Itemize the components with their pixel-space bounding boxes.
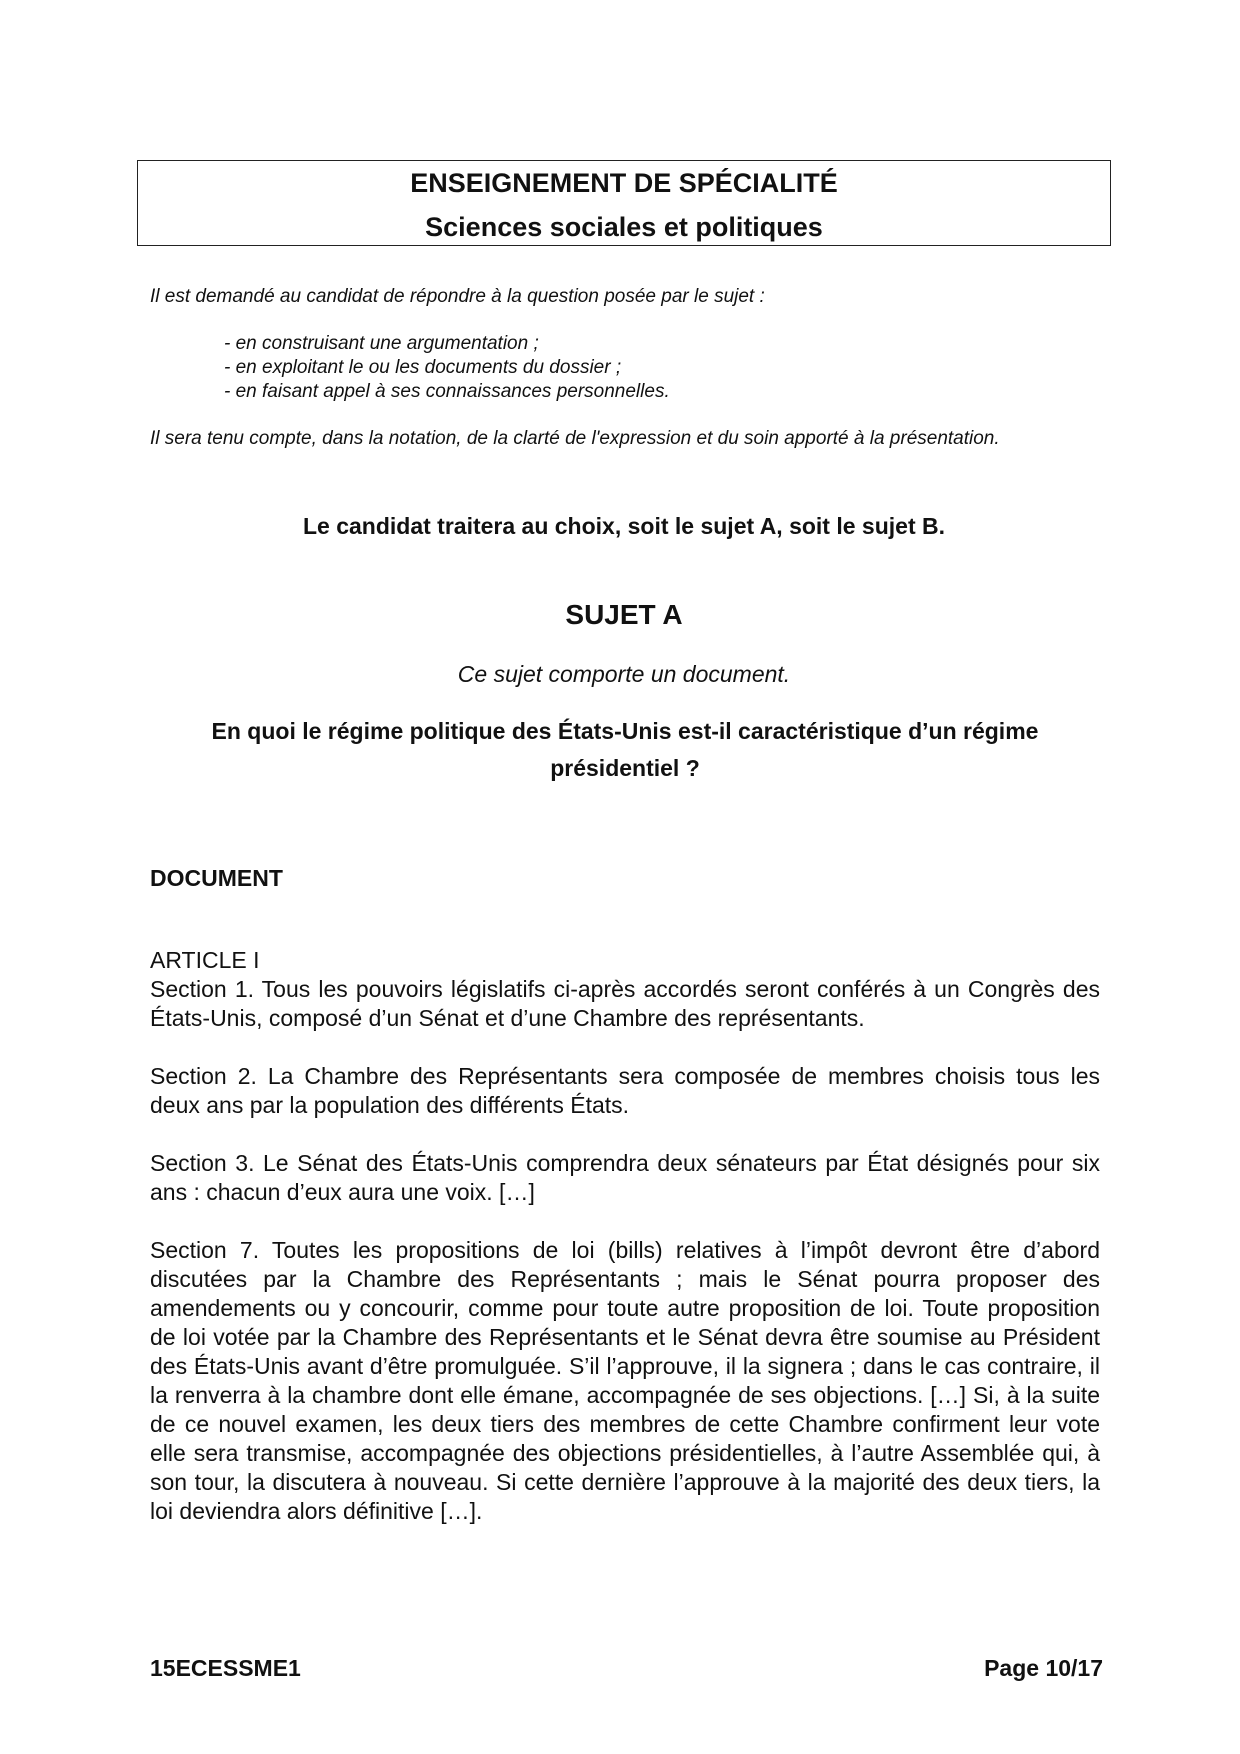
- instructions-item: - en faisant appel à ses connaissances personnelles.: [224, 381, 670, 402]
- subject-title: SUJET A: [565, 599, 683, 630]
- document-heading: DOCUMENT: [150, 865, 283, 891]
- instructions-item: - en exploitant le ou les documents du dossier ;: [224, 357, 622, 378]
- header-box: [137, 160, 1111, 246]
- document-section: Section 2. La Chambre des Représentants sera composée de membres choisis tous les deux ans par la population des différents États.: [150, 1063, 1100, 1118]
- subject-choice-statement: Le candidat traitera au choix, soit le sujet A, soit le sujet B.: [302, 513, 946, 539]
- instructions-intro: Il est demandé au candidat de répondre à la question posée par le sujet :: [150, 286, 765, 307]
- subject-note: Ce sujet comporte un document.: [457, 661, 791, 687]
- document-body: [150, 946, 1100, 1555]
- subject-question: En quoi le régime politique des États-Unis est-il caractéristique d’un régime présidentiel ?: [211, 718, 1039, 781]
- header-title: ENSEIGNEMENT DE SPÉCIALITÉ: [410, 168, 838, 198]
- instructions-footer: Il sera tenu compte, dans la notation, de la clarté de l'expression et du soin apporté à la présentation.: [150, 428, 1000, 449]
- document-section: Section 7. Toutes les propositions de loi (bills) relatives à l’impôt devront être d’abord discutées par la Chambre des Représentants ; mais le Sénat pourra proposer des amendements ou y concourir, comme pour toute autre proposition de loi. Toute proposition de loi votée par la Chambre des Représentants et le Sénat devra être soumise au Président des États-Unis avant d’être promulguée. S’il l’approuve, il la signera ; dans le cas contraire, il la renverra à la chambre dont elle émane, accompagnée de ses objections. […] Si, à la suite de ce nouvel examen, les deux tiers des membres de cette Chambre confirment leur vote elle sera transmise, accompagnée des objections présidentielles, à l’autre Assemblée qui, à son tour, la discutera à nouveau. Si cette dernière l’approuve à la majorité des deux tiers, la loi deviendra alors définitive […].: [150, 1237, 1100, 1524]
- instructions: [150, 285, 1110, 451]
- document-section: Section 3. Le Sénat des États-Unis comprendra deux sénateurs par État désignés pour six ans : chacun d’eux aura une voix. […]: [150, 1150, 1100, 1205]
- header-subtitle: Sciences sociales et politiques: [425, 212, 823, 242]
- document-section: Section 1. Tous les pouvoirs législatifs ci-après accordés seront conférés à un Congrès des États-Unis, composé d’un Sénat et d’une Chambre des représentants.: [150, 976, 1100, 1031]
- footer-page-number: Page 10/17: [984, 1655, 1103, 1681]
- article-label: ARTICLE I: [150, 947, 260, 973]
- footer-exam-code: 15ECESSME1: [150, 1655, 301, 1681]
- instructions-item: - en construisant une argumentation ;: [224, 333, 539, 354]
- instructions-list: [224, 332, 1110, 404]
